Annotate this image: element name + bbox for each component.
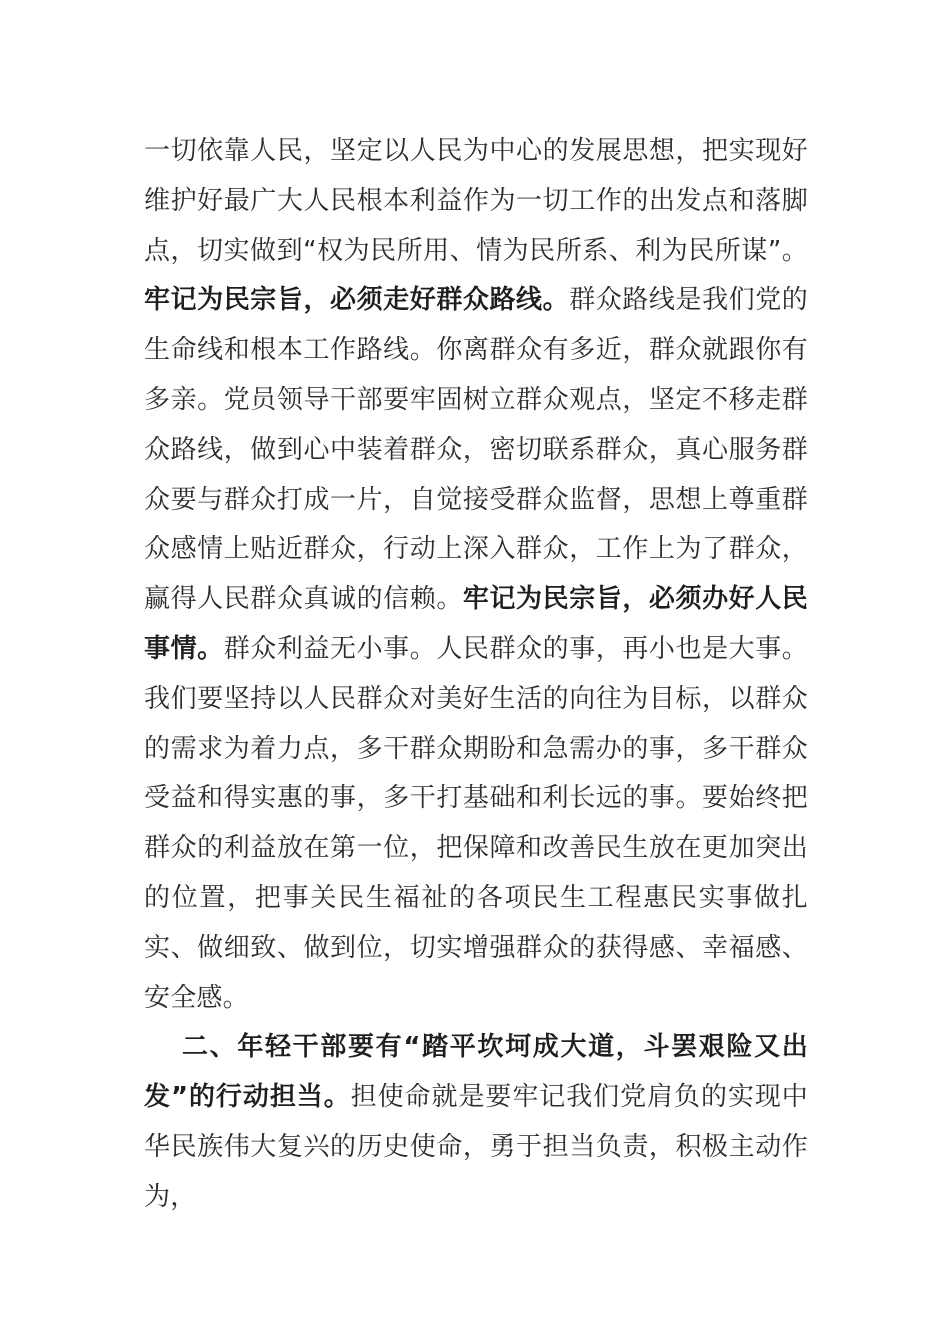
section-heading-2: 二、年轻干部要有“踏平坎坷成大道，斗罢艰险又出发”的行动担当。 — [144, 1032, 808, 1113]
paragraph-1-text-1: 一切依靠人民，坚定以人民为中心的发展思想，把实现好维护好最广大人民根本利益作为一切工作的出发点和落脚点，切实做到“权为民所用、情为民所系、利为民所谋”。 — [144, 136, 808, 266]
paragraph-2-text-1: 担使命就是要牢记我们党肩负的实现中华民族伟大复兴的历史使命，勇于担当负责，积极主动作为， — [144, 1082, 808, 1212]
paragraph-1-bold-heading-2: 牢记为民宗旨，必须办好人民事情。 — [144, 584, 808, 664]
paragraph-1 — [144, 127, 808, 1023]
paragraph-1-bold-heading-1: 牢记为民宗旨，必须走好群众路线。 — [144, 285, 570, 316]
paragraph-1-text-2: 群众路线是我们党的生命线和根本工作路线。你离群众有多近，群众就跟你有多亲。党员领导干部要牢固树立群众观点，坚定不移走群众路线，做到心中装着群众，密切联系群众，真心服务群众要与群众打成一片，自觉接受群众监督，思想上尊重群众感情上贴近群众，行动上深入群众，工作上为了群众，赢得人民群众真诚的信赖。 — [144, 285, 808, 615]
paragraph-2 — [144, 1023, 808, 1222]
paragraph-1-text-3: 群众利益无小事。人民群众的事，再小也是大事。我们要坚持以人民群众对美好生活的向往为目标，以群众的需求为着力点，多干群众期盼和急需办的事，多干群众受益和得实惠的事，多干打基础和利长远的事。要始终把群众的利益放在第一位，把保障和改善民生放在更加突出的位置，把事关民生福祉的各项民生工程惠民实事做扎实、做细致、做到位，切实增强群众的获得感、幸福感、安全感。 — [144, 633, 808, 1013]
body-text — [144, 127, 808, 1223]
